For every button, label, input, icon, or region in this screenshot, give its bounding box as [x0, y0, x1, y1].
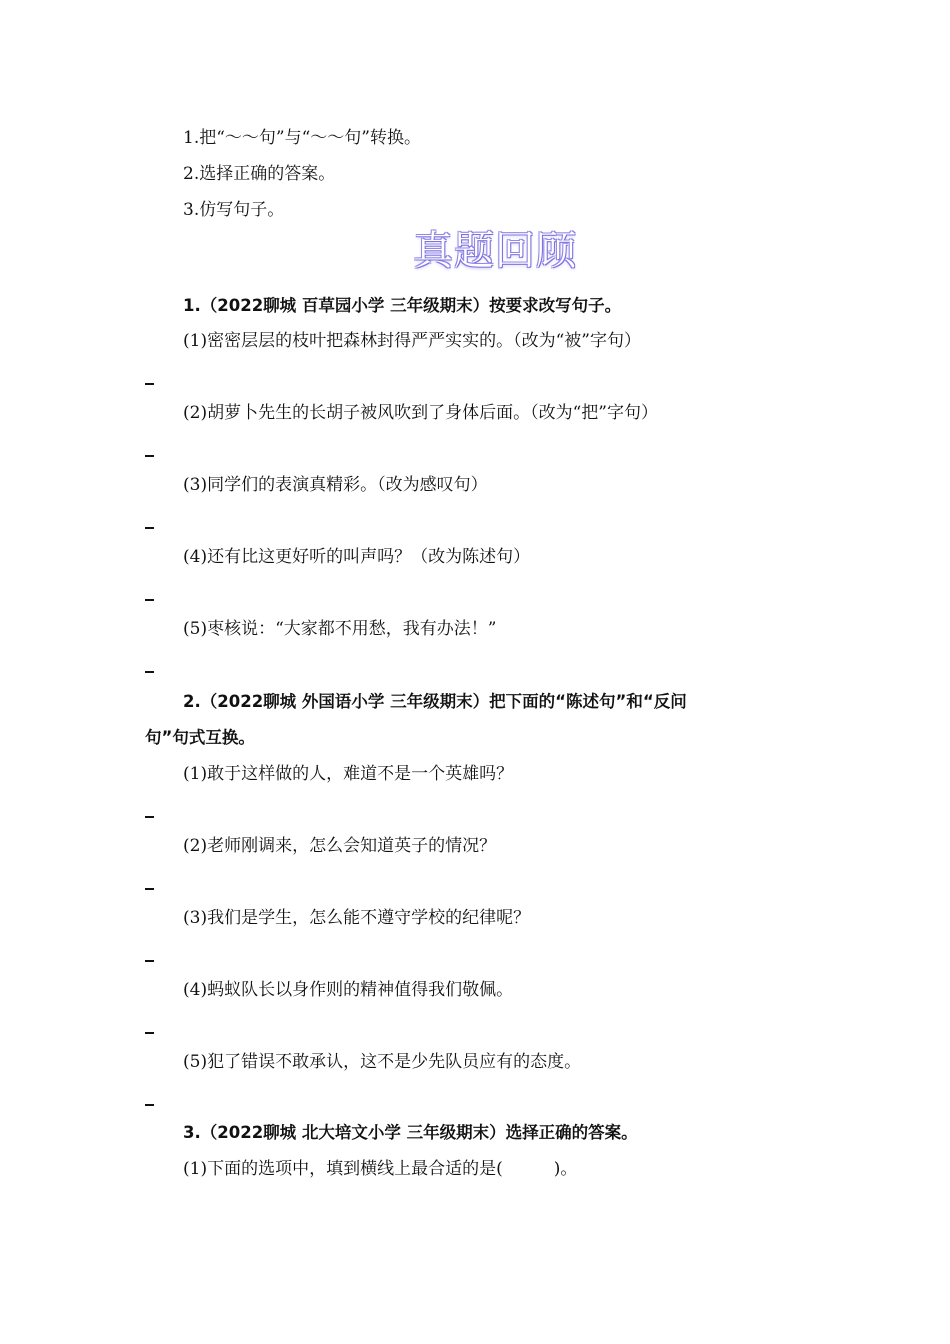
question-1-item-5: (5)枣核说：“大家都不用愁，我有办法！”	[183, 619, 497, 639]
answer-line	[145, 816, 154, 818]
answer-line	[145, 888, 154, 890]
answer-line	[145, 455, 154, 457]
answer-line	[145, 671, 154, 673]
answer-line	[145, 599, 154, 601]
answer-line	[145, 1032, 154, 1034]
question-1-title: 1.（2022聊城 百草园小学 三年级期末）按要求改写句子。	[183, 296, 622, 315]
question-3-title: 3.（2022聊城 北大培文小学 三年级期末）选择正确的答案。	[183, 1123, 638, 1142]
question-3-item-1: (1)下面的选项中，填到横线上最合适的是( )。	[183, 1159, 578, 1179]
question-2-item-3: (3)我们是学生，怎么能不遵守学校的纪律呢？	[183, 908, 531, 928]
question-1-item-2: (2)胡萝卜先生的长胡子被风吹到了身体后面。（改为“把”字句）	[183, 403, 658, 423]
question-1-item-1: (1)密密层层的枝叶把森林封得严严实实的。（改为“被”字句）	[183, 331, 641, 351]
question-2-title-line2: 句”句式互换。	[145, 728, 255, 747]
answer-line	[145, 960, 154, 962]
question-2-item-5: (5)犯了错误不敢承认，这不是少先队员应有的态度。	[183, 1052, 582, 1072]
answer-line	[145, 527, 154, 529]
question-1-item-3: (3)同学们的表演真精彩。（改为感叹句）	[183, 475, 488, 495]
question-2-title-line1: 2.（2022聊城 外国语小学 三年级期末）把下面的“陈述句”和“反问	[183, 692, 687, 711]
intro-item: 3.仿写句子。	[183, 200, 285, 220]
answer-line	[145, 383, 154, 385]
question-2-item-1: (1)敢于这样做的人，难道不是一个英雄吗？	[183, 764, 514, 784]
intro-item: 1.把“～～句”与“～～句”转换。	[183, 128, 421, 148]
section-banner-title: 真题回顾	[413, 228, 577, 274]
intro-item: 2.选择正确的答案。	[183, 164, 336, 184]
answer-line	[145, 1104, 154, 1106]
question-1-item-4: (4)还有比这更好听的叫声吗？（改为陈述句）	[183, 547, 531, 567]
question-2-item-4: (4)蚂蚁队长以身作则的精神值得我们敬佩。	[183, 980, 514, 1000]
question-2-item-2: (2)老师刚调来，怎么会知道英子的情况？	[183, 836, 497, 856]
